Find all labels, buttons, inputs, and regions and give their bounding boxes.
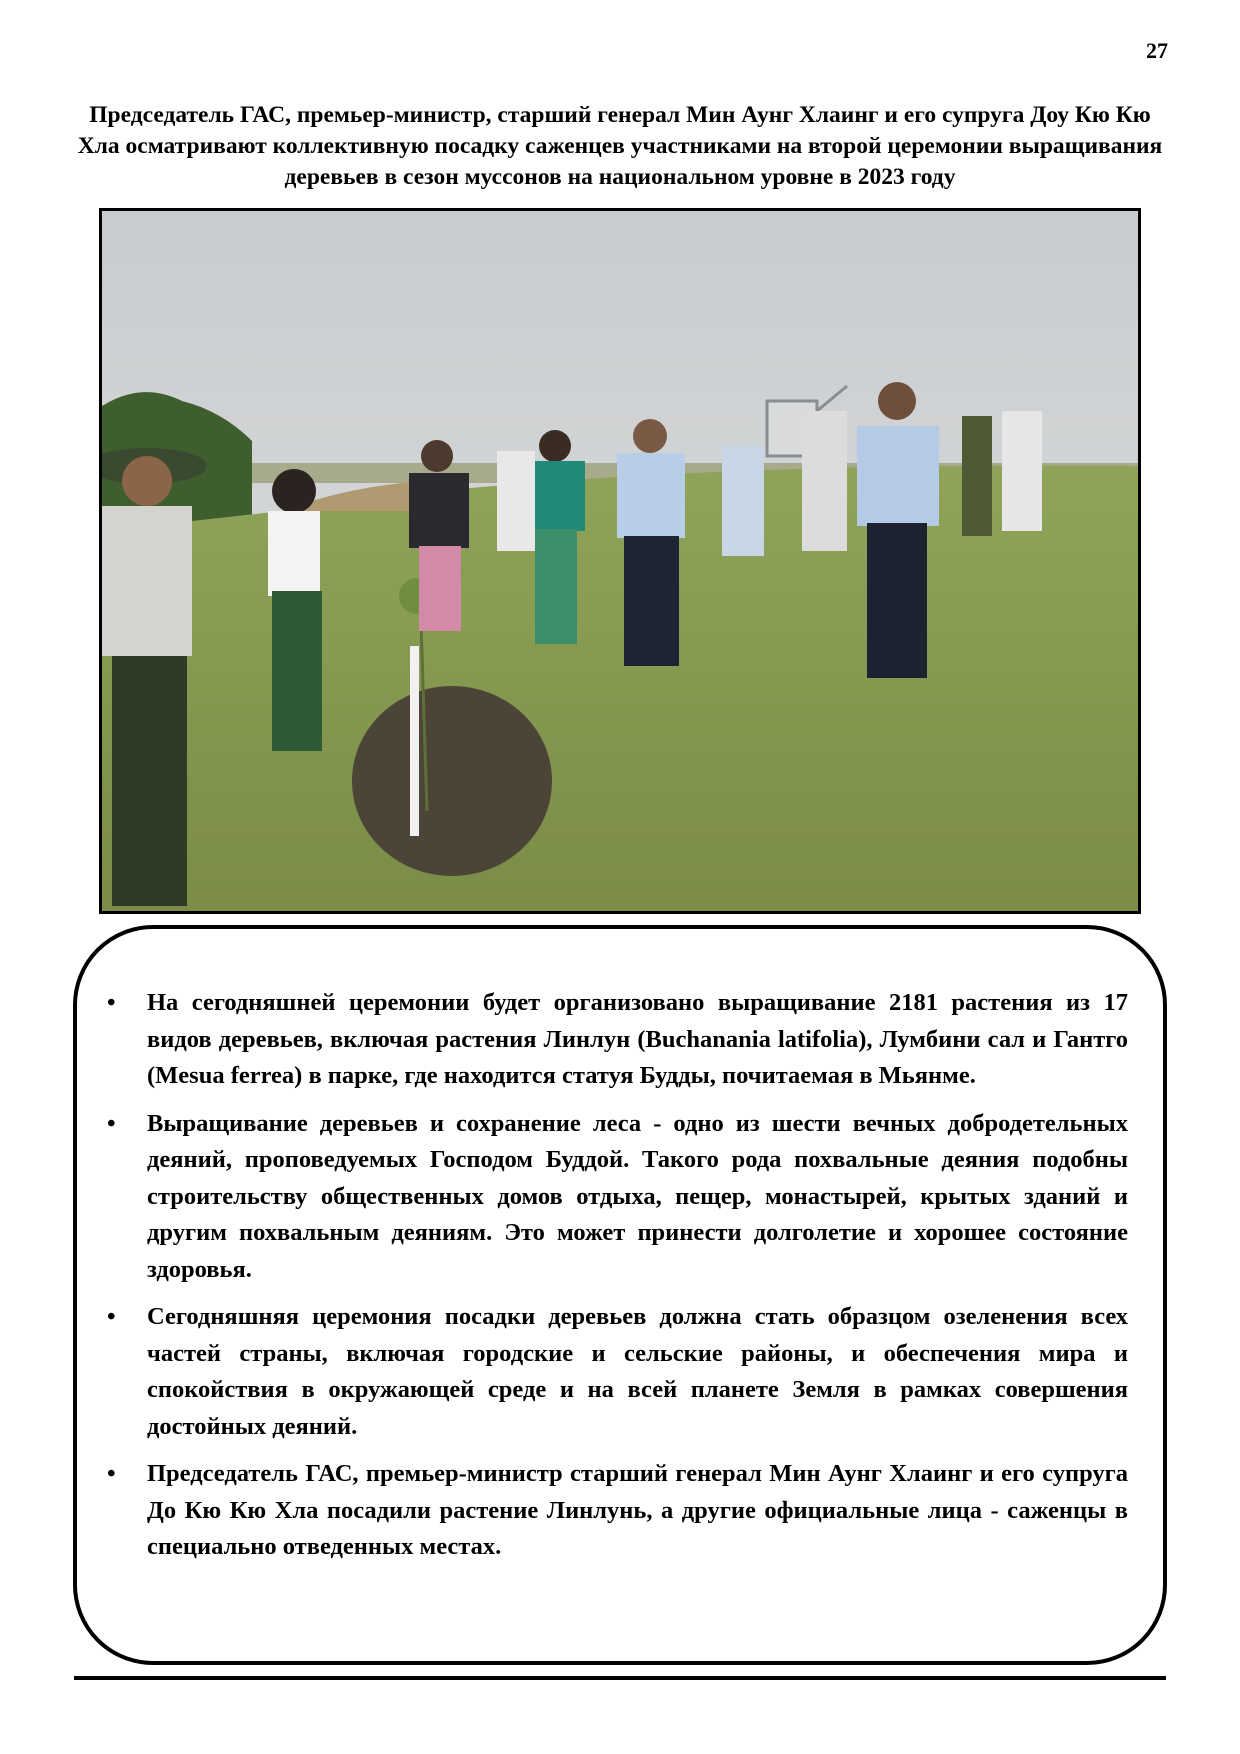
- photo: [99, 208, 1141, 914]
- bullet-text: Выращивание деревьев и сохранение леса - одно из шести вечных добродетельных деяний, проповедуемых Господом Буддой. Такого рода похвальные деяния подобны строительству общественных домов отдыха, пещер, монастырей, крытых зданий и другим похвальным деяниям. Это может принести долголетие и хорошее состояние здоровья.: [147, 1109, 1128, 1283]
- bullet-text: Сегодняшняя церемония посадки деревьев должна стать образцом озеленения всех частей страны, включая городские и сельские районы, и обеспечения мира и спокойствия в окружающей среде и на всей планете Земля в рамках совершения достойных деяний.: [147, 1303, 1128, 1440]
- person-woman-planting: [268, 469, 322, 751]
- page-number: 27: [1146, 38, 1168, 63]
- soil-mound: [352, 686, 552, 876]
- list-item: [100, 1106, 1128, 1289]
- list-item: [100, 1456, 1128, 1566]
- sapling-stake: [410, 646, 419, 836]
- bullet-text: Председатель ГАС, премьер-министр старший генерал Мин Аунг Хлаинг и его супруга До Кю Кю Хла посадили растение Линлунь, а другие официальные лица - саженцы в специально отведенных местах.: [147, 1460, 1128, 1560]
- bottom-rule: [74, 1676, 1166, 1680]
- list-item: [100, 1299, 1128, 1445]
- list-item: [100, 985, 1128, 1095]
- person-man-right: [857, 382, 939, 678]
- photo-caption: Председатель ГАС, премьер-министр, старший генерал Мин Аунг Хлаинг и его супруга Доу Кю Кю Хла осматривают коллективную посадку саженцев участниками на второй церемонии выращивания деревьев в сезон муссонов на национальном уровне в 2023 году: [77, 102, 1163, 190]
- bullet-text: На сегодняшней церемонии будет организовано выращивание 2181 растения из 17 видов деревьев, включая растения Линлун (Buchanania latifolia), Лумбини сал и Гантго (Mesua ferrea) в парке, где находится статуя Будды, почитаемая в Мьянме.: [147, 989, 1128, 1089]
- person-man-center: [617, 419, 685, 666]
- bullet-marker: •: [107, 1109, 116, 1137]
- bullet-marker: •: [107, 1303, 116, 1330]
- bullet-marker: •: [107, 989, 116, 1016]
- bullet-list: [100, 985, 1128, 1577]
- tree-planting-ceremony-photo: [102, 211, 1138, 911]
- person-woman-green: [527, 430, 585, 644]
- bullet-marker: •: [107, 1460, 116, 1487]
